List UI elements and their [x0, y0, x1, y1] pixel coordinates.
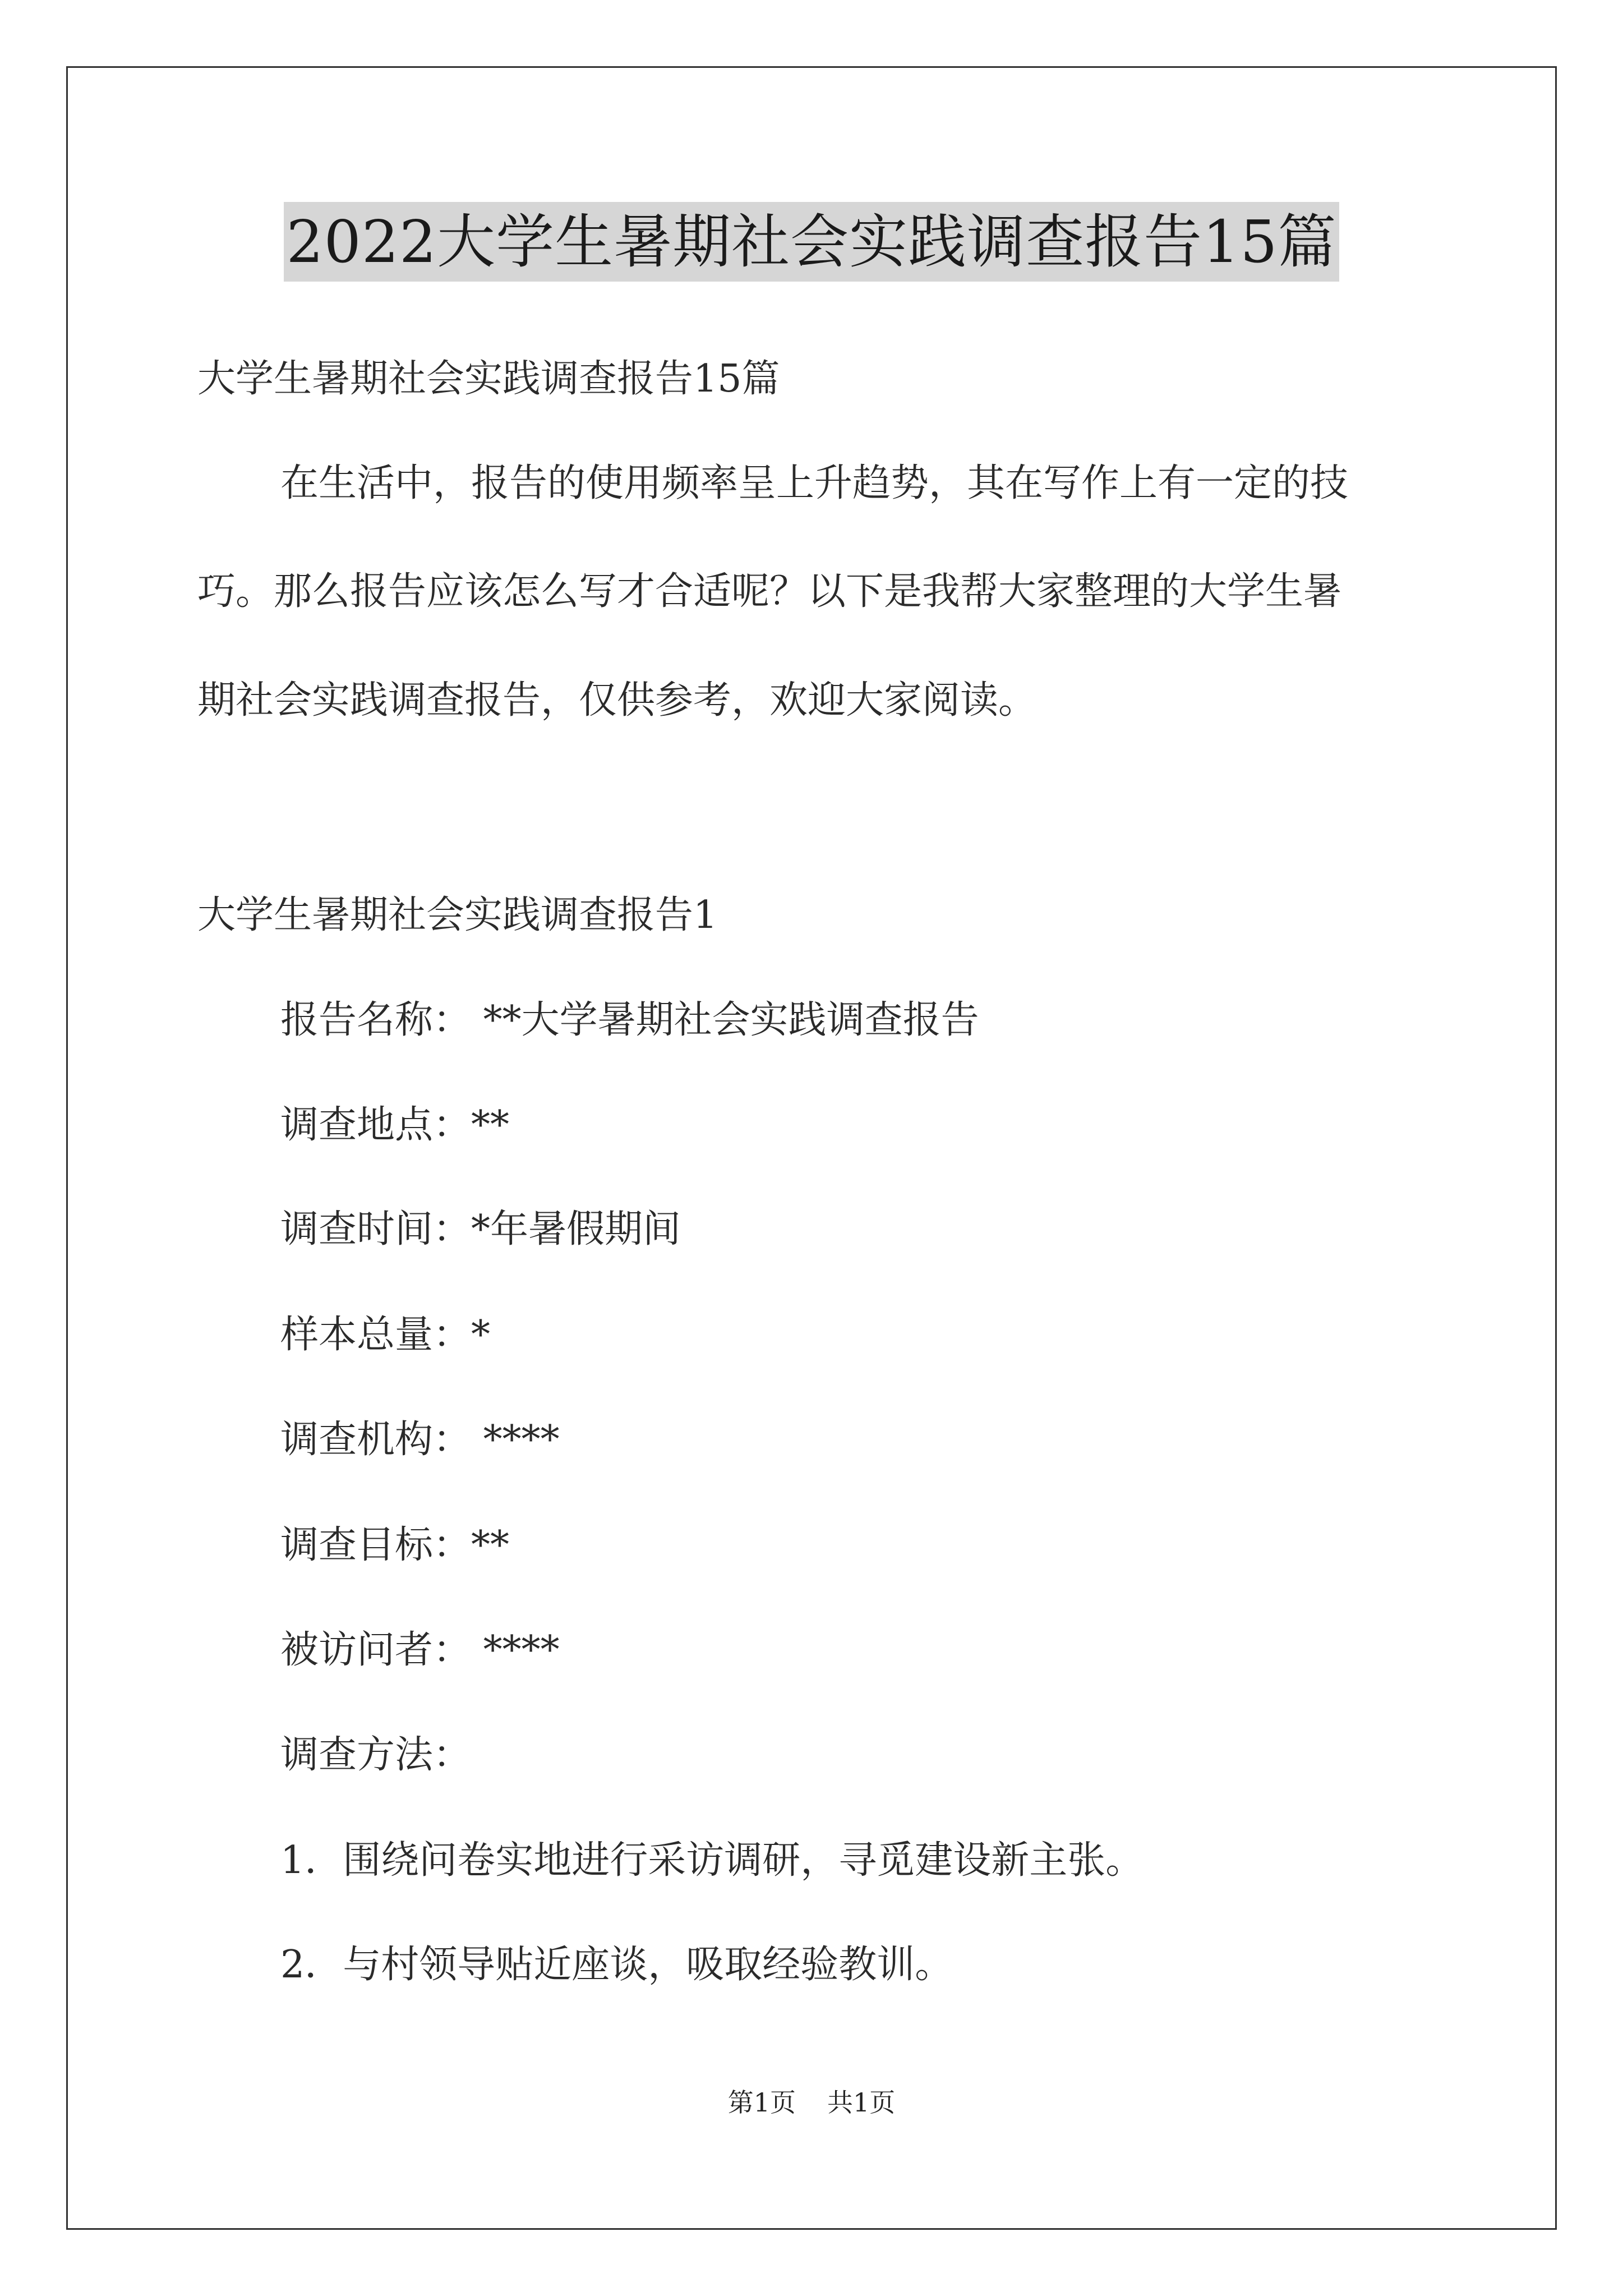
field-survey-time: 调查时间：*年暑假期间 [280, 1207, 681, 1251]
field-sample-size: 样本总量：* [280, 1313, 491, 1357]
method-item-2: 2．与村领导贴近座谈，吸取经验教训。 [280, 1943, 953, 1987]
section-heading: 大学生暑期社会实践调查报告1 [197, 893, 718, 937]
field-survey-location: 调查地点：** [280, 1103, 510, 1147]
intro-paragraph-line-2: 巧。那么报告应该怎么写才合适呢？以下是我帮大家整理的大学生暑 [197, 569, 1342, 614]
document-subtitle: 大学生暑期社会实践调查报告15篇 [197, 357, 780, 401]
document-title: 2022大学生暑期社会实践调查报告15篇 [284, 202, 1339, 282]
field-report-name: 报告名称： **大学暑期社会实践调查报告 [280, 998, 979, 1042]
intro-paragraph-line-3: 期社会实践调查报告，仅供参考，欢迎大家阅读。 [197, 678, 1037, 723]
field-interviewees: 被访问者： **** [280, 1628, 560, 1672]
title-container [0, 202, 1623, 282]
page-number-current: 第1页 [727, 2087, 796, 2118]
page-footer [0, 2086, 1623, 2119]
field-survey-organization: 调查机构： **** [280, 1418, 560, 1462]
page-number-total: 共1页 [827, 2087, 896, 2118]
field-survey-goal: 调查目标：** [280, 1523, 510, 1567]
field-survey-method: 调查方法： [280, 1733, 472, 1777]
intro-paragraph-line-1: 在生活中，报告的使用频率呈上升趋势，其在写作上有一定的技 [280, 461, 1349, 505]
method-item-1: 1．围绕问卷实地进行采访调研，寻觅建设新主张。 [280, 1838, 1144, 1883]
